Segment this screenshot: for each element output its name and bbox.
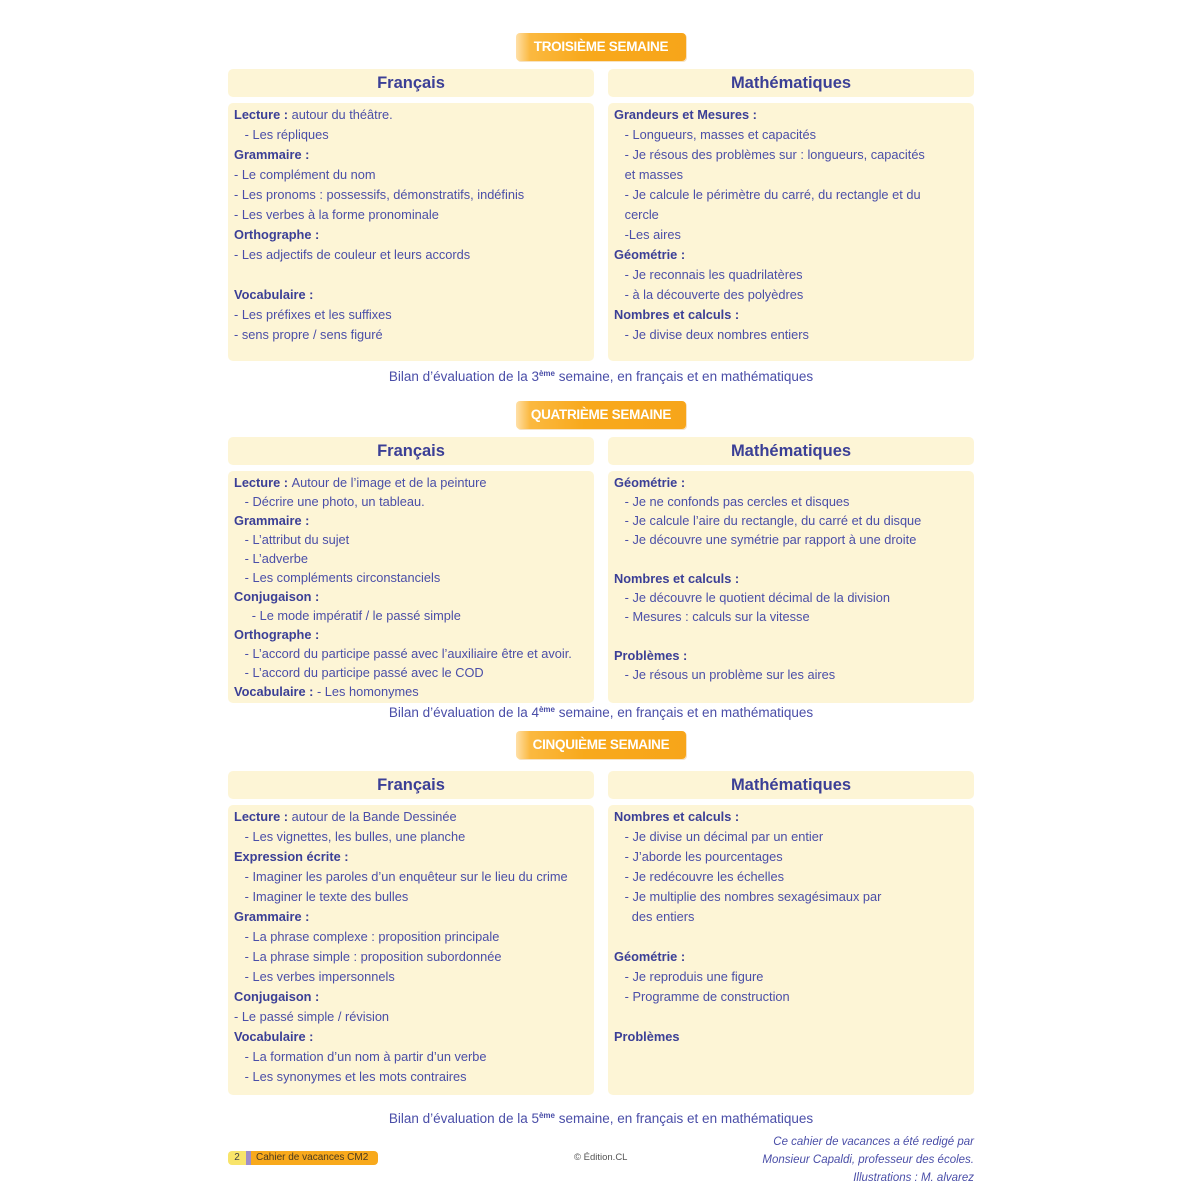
maths-content xyxy=(608,103,974,361)
list-item: - Je reconnais les quadrilatères xyxy=(614,267,803,282)
list-item: et masses xyxy=(614,167,683,182)
section-heading: Expression écrite : xyxy=(234,849,349,864)
blank-line xyxy=(614,1007,968,1027)
list-item: - Les répliques xyxy=(234,127,329,142)
column-title: Français xyxy=(228,69,594,97)
section-heading: Conjugaison : xyxy=(234,589,320,604)
section-heading: Orthographe : xyxy=(234,227,320,242)
credit-line: Monsieur Capaldi, professeur des écoles. xyxy=(762,1154,974,1166)
credits xyxy=(762,1133,974,1187)
column-title: Mathématiques xyxy=(608,771,974,799)
list-item: - Je découvre le quotient décimal de la division xyxy=(614,590,890,605)
section-heading: Lecture : xyxy=(234,475,289,490)
section-heading xyxy=(234,807,588,827)
credit-line: Ce cahier de vacances a été redigé par xyxy=(773,1136,974,1148)
week-3-section xyxy=(228,33,974,384)
list-item: - Je calcule le périmètre du carré, du rectangle et du xyxy=(614,187,921,202)
maths-content xyxy=(608,471,974,703)
list-item: - Je ne confonds pas cercles et disques xyxy=(614,494,850,509)
section-heading: Nombres et calculs : xyxy=(614,809,740,824)
section-heading xyxy=(234,682,588,701)
blank-line xyxy=(614,626,968,646)
bilan-line: Bilan d’évaluation de la 3ème semaine, en français et en mathématiques xyxy=(388,369,814,384)
week-4-section xyxy=(228,401,974,720)
list-item: - Les verbes impersonnels xyxy=(234,969,395,984)
list-item: - Le complément du nom xyxy=(234,167,376,182)
list-item: - J’aborde les pourcentages xyxy=(614,849,783,864)
heading-detail: autour de la Bande Dessinée xyxy=(288,809,457,824)
list-item: - L’accord du participe passé avec le COD xyxy=(234,665,484,680)
list-item: - Imaginer le texte des bulles xyxy=(234,889,409,904)
list-item: - Les verbes à la forme pronominale xyxy=(234,207,439,222)
list-item: - Je reproduis une figure xyxy=(614,969,764,984)
copyright: © Édition.CL xyxy=(574,1152,628,1163)
section-heading: Géométrie : xyxy=(614,949,686,964)
francais-column xyxy=(228,437,594,703)
list-item: - Le mode impératif / le passé simple xyxy=(234,608,461,623)
credit-line: Illustrations : M. alvarez xyxy=(853,1172,974,1184)
section-heading xyxy=(234,473,588,492)
list-item: -Les aires xyxy=(614,227,681,242)
list-item: - Les pronoms : possessifs, démonstratifs, indéfinis xyxy=(234,187,525,202)
list-item: - Les compléments circonstanciels xyxy=(234,570,441,585)
francais-column xyxy=(228,771,594,1095)
column-title: Mathématiques xyxy=(608,69,974,97)
list-item: - Les synonymes et les mots contraires xyxy=(234,1069,467,1084)
blank-line xyxy=(234,265,588,285)
list-item: - Je calcule l’aire du rectangle, du carré et du disque xyxy=(614,513,922,528)
section-heading: Grammaire : xyxy=(234,909,310,924)
francais-content xyxy=(228,805,594,1095)
list-item: - Décrire une photo, un tableau. xyxy=(234,494,425,509)
maths-column xyxy=(608,69,974,361)
section-heading: Géométrie : xyxy=(614,475,686,490)
section-heading: Nombres et calculs : xyxy=(614,307,740,322)
week-badge: TROISIÈME SEMAINE xyxy=(516,33,686,61)
blank-line xyxy=(614,549,968,569)
week-badge: CINQUIÈME SEMAINE xyxy=(516,731,686,759)
book-title: Cahier de vacances CM2 xyxy=(251,1151,378,1165)
section-heading: Géométrie : xyxy=(614,247,686,262)
heading-detail: - Les homonymes xyxy=(313,684,419,699)
heading-detail: Autour de l’image et de la peinture xyxy=(288,475,487,490)
list-item: - sens propre / sens figuré xyxy=(234,327,383,342)
section-heading: Grammaire : xyxy=(234,513,310,528)
footer-page-tab xyxy=(228,1151,378,1165)
section-heading xyxy=(234,105,588,125)
list-item: - Les préfixes et les suffixes xyxy=(234,307,392,322)
bilan-line: Bilan d’évaluation de la 5ème semaine, en français et en mathématiques xyxy=(388,1111,814,1126)
week-badge: QUATRIÈME SEMAINE xyxy=(516,401,686,429)
section-heading: Problèmes : xyxy=(614,648,688,663)
section-heading: Problèmes xyxy=(614,1029,680,1044)
blank-line xyxy=(614,927,968,947)
list-item: - Je divise un décimal par un entier xyxy=(614,829,824,844)
list-item: - La phrase complexe : proposition principale xyxy=(234,929,500,944)
column-title: Français xyxy=(228,437,594,465)
list-item: - Les adjectifs de couleur et leurs accords xyxy=(234,247,471,262)
column-title: Mathématiques xyxy=(608,437,974,465)
list-item: - L’accord du participe passé avec l’auxiliaire être et avoir. xyxy=(234,646,572,661)
list-item: - Je multiplie des nombres sexagésimaux par xyxy=(614,889,882,904)
page-number: 2 xyxy=(228,1151,246,1165)
section-heading: Grandeurs et Mesures : xyxy=(614,107,757,122)
list-item: - Le passé simple / révision xyxy=(234,1009,390,1024)
list-item: cercle xyxy=(614,207,659,222)
francais-content xyxy=(228,471,594,703)
list-item: - Imaginer les paroles d’un enquêteur sur le lieu du crime xyxy=(234,869,568,884)
list-item: - Je divise deux nombres entiers xyxy=(614,327,809,342)
list-item: - Les vignettes, les bulles, une planche xyxy=(234,829,466,844)
bilan-line: Bilan d’évaluation de la 4ème semaine, en français et en mathématiques xyxy=(388,705,814,720)
section-heading: Conjugaison : xyxy=(234,989,320,1004)
list-item: - Programme de construction xyxy=(614,989,790,1004)
section-heading: Lecture : xyxy=(234,809,289,824)
list-item: - à la découverte des polyèdres xyxy=(614,287,804,302)
section-heading: Vocabulaire : xyxy=(234,684,314,699)
maths-column xyxy=(608,437,974,703)
list-item: des entiers xyxy=(614,909,695,924)
column-title: Français xyxy=(228,771,594,799)
list-item: - Je découvre une symétrie par rapport à une droite xyxy=(614,532,917,547)
section-heading: Orthographe : xyxy=(234,627,320,642)
section-heading: Vocabulaire : xyxy=(234,1029,314,1044)
list-item: - L’attribut du sujet xyxy=(234,532,350,547)
list-item: - Mesures : calculs sur la vitesse xyxy=(614,609,810,624)
maths-column xyxy=(608,771,974,1095)
list-item: - La phrase simple : proposition subordonnée xyxy=(234,949,502,964)
week-5-section xyxy=(228,731,974,1126)
francais-column xyxy=(228,69,594,361)
list-item: - La formation d’un nom à partir d’un verbe xyxy=(234,1049,487,1064)
section-heading: Nombres et calculs : xyxy=(614,571,740,586)
section-heading: Vocabulaire : xyxy=(234,287,314,302)
section-heading: Grammaire : xyxy=(234,147,310,162)
list-item: - Je résous un problème sur les aires xyxy=(614,667,836,682)
francais-content xyxy=(228,103,594,361)
heading-detail: autour du théâtre. xyxy=(288,107,393,122)
list-item: - Je résous des problèmes sur : longueurs, capacités xyxy=(614,147,925,162)
maths-content xyxy=(608,805,974,1095)
list-item: - Longueurs, masses et capacités xyxy=(614,127,817,142)
list-item: - L’adverbe xyxy=(234,551,308,566)
section-heading: Lecture : xyxy=(234,107,289,122)
list-item: - Je redécouvre les échelles xyxy=(614,869,784,884)
